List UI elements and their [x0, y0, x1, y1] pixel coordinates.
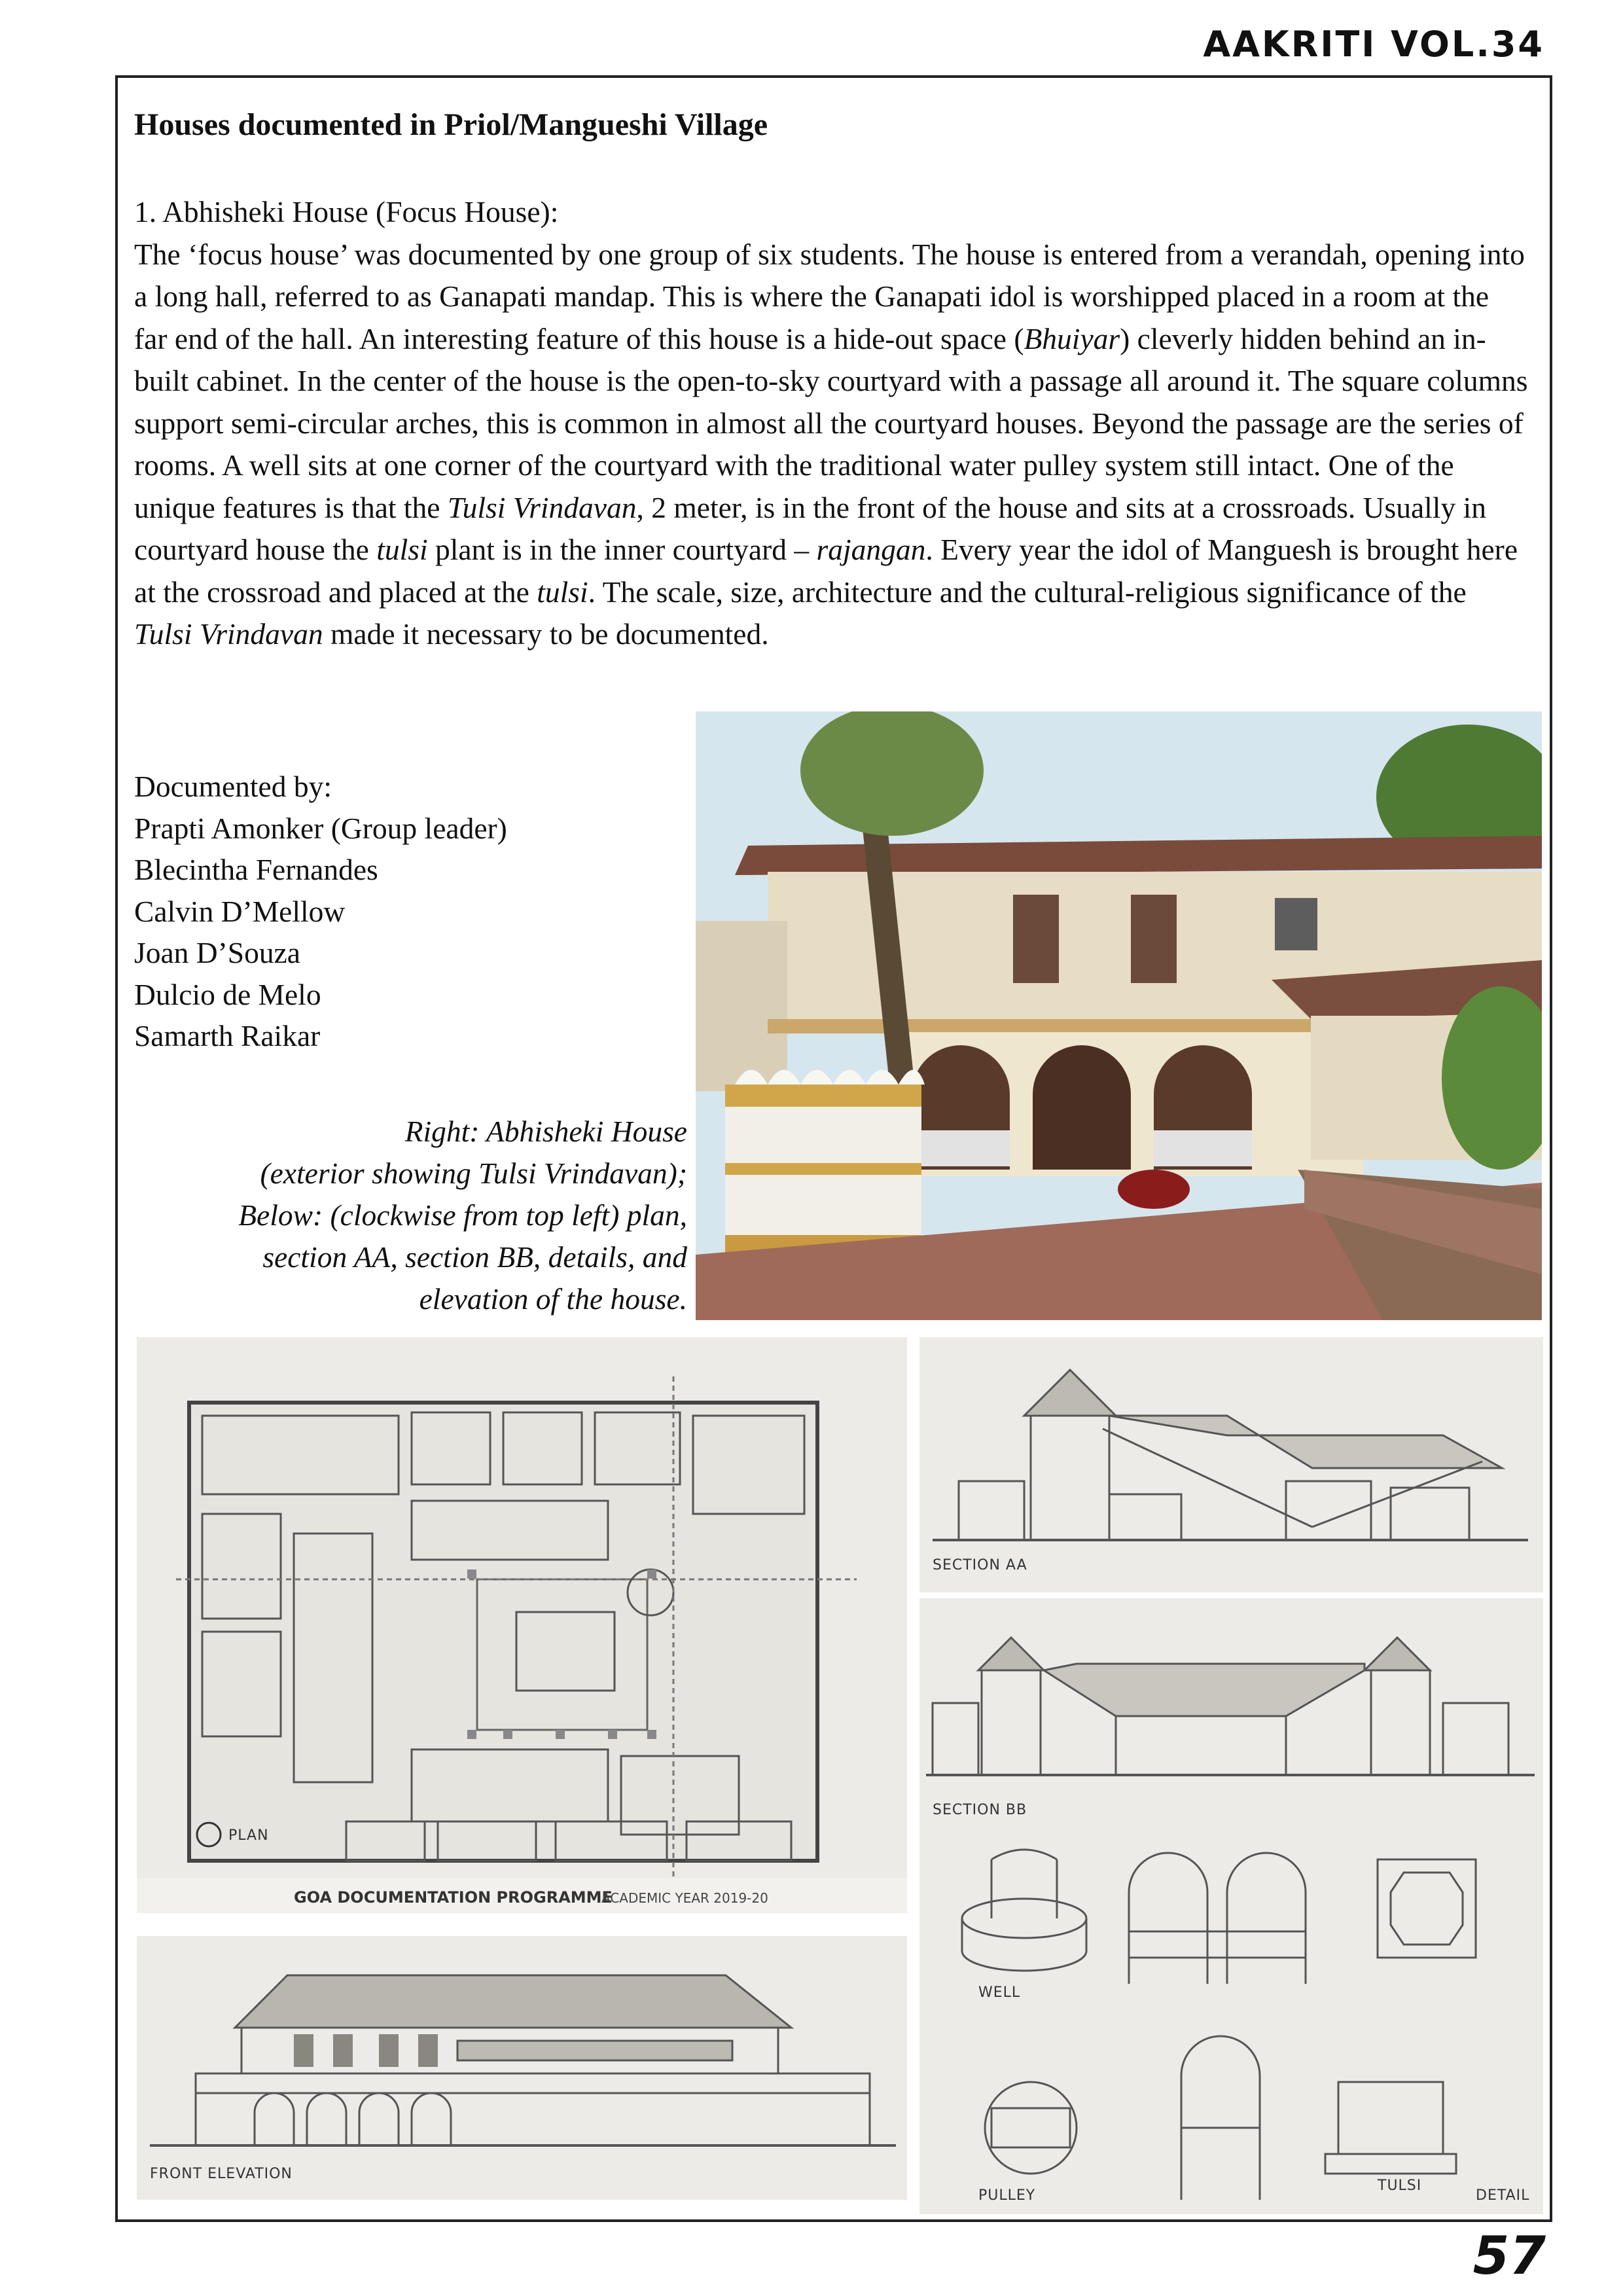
- caption-line: section AA, section BB, details, and: [262, 1240, 687, 1274]
- credit-name: Blecintha Fernandes: [134, 853, 378, 886]
- house-exterior-photo: [696, 711, 1542, 1320]
- credit-name: Samarth Raikar: [134, 1019, 321, 1052]
- elevation-label: FRONT ELEVATION: [150, 2166, 293, 2182]
- floor-plan-drawing: [137, 1337, 907, 1913]
- credit-name: Dulcio de Melo: [134, 977, 321, 1011]
- page-number: 57: [1472, 2225, 1546, 2286]
- section-aa-drawing: [919, 1337, 1543, 1592]
- journal-header: AAKRITI VOL.34: [1203, 24, 1544, 65]
- plan-label: PLAN: [228, 1827, 269, 1844]
- article-heading: 1. Abhisheki House (Focus House):: [134, 195, 559, 228]
- section-bb-drawing: [919, 1598, 1543, 1847]
- credit-name: Calvin D’Mellow: [134, 894, 346, 928]
- figure-caption: [134, 1111, 687, 1320]
- section-title: Houses documented in Priol/Mangueshi Village: [134, 107, 768, 142]
- tulsi-label: TULSI: [1378, 2178, 1422, 2194]
- front-elevation-drawing: [137, 1936, 907, 2200]
- credit-name: Joan D’Souza: [134, 936, 300, 969]
- credits-label: Documented by:: [134, 770, 332, 803]
- credits-block: [134, 766, 507, 1057]
- article-body: [134, 191, 1528, 656]
- plan-footer-year: ACADEMIC YEAR 2019-20: [601, 1890, 768, 1906]
- section-bb-label: SECTION BB: [933, 1802, 1027, 1818]
- plan-footer-title: GOA DOCUMENTATION PROGRAMME: [294, 1888, 613, 1907]
- section-aa-label: SECTION AA: [933, 1557, 1027, 1573]
- credit-name: Prapti Amonker (Group leader): [134, 811, 507, 845]
- caption-line: (exterior showing Tulsi Vrindavan);: [260, 1157, 687, 1190]
- details-drawing: [919, 1820, 1543, 2214]
- caption-line: Right: Abhisheki House: [404, 1115, 687, 1148]
- caption-line: Below: (clockwise from top left) plan,: [238, 1198, 687, 1232]
- article-paragraph: The ‘focus house’ was documented by one group of six students. The house is entered from a verandah, opening into a long hall, referred to as Ganapati mandap. This is where the Ganapati idol is worshipped placed in a room at the far end of the hall. An interesting feature of this house is a hide-out space (Bhuiyar) cleverly hidden behind an in-built cabinet. In the center of the house is the open-to-sky courtyard with a passage all around it. The square columns support semi-circular arches, this is common in almost all the courtyard houses. Beyond the passage are the series of rooms. A well sits at one corner of the courtyard with the traditional water pulley system still intact. One of the unique features is that the Tulsi Vrindavan, 2 meter, is in the front of the house and sits at a crossroads. Usually in courtyard house the tulsi plant is in the inner courtyard – rajangan. Every year the idol of Manguesh is brought here at the crossroad and placed at the tulsi. The scale, size, architecture and the cultural-religious significance of the Tulsi Vrindavan made it necessary to be documented.: [134, 237, 1528, 651]
- caption-line: elevation of the house.: [419, 1282, 687, 1316]
- pulley-label: PULLEY: [978, 2187, 1036, 2204]
- details-label: DETAIL: [1476, 2187, 1530, 2204]
- well-label: WELL: [978, 1984, 1021, 2001]
